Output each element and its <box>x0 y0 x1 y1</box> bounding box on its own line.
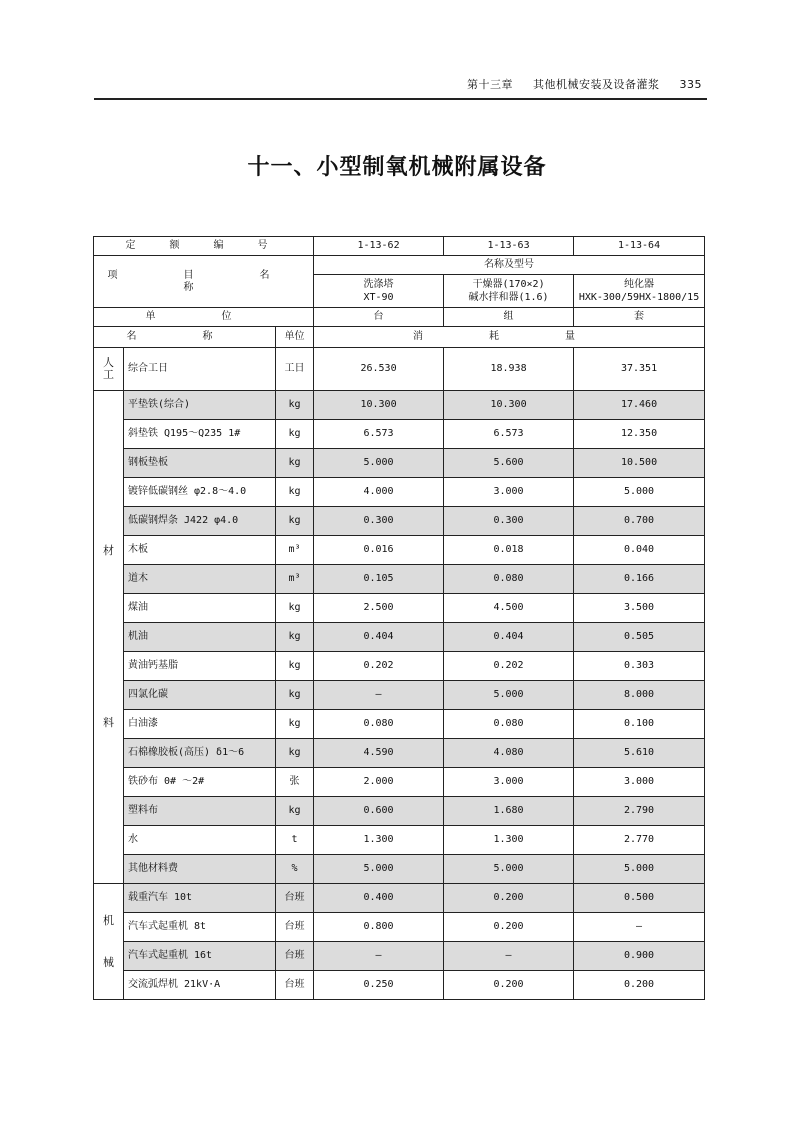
resource-unit: % <box>276 855 314 884</box>
category-char: 人 <box>103 356 114 369</box>
resource-name: 白油漆 <box>124 710 276 739</box>
header-rule <box>94 98 707 100</box>
table-row <box>94 797 705 826</box>
table-row <box>94 565 705 594</box>
consumption-value: 0.080 <box>444 565 574 594</box>
resource-unit: 台班 <box>276 942 314 971</box>
consumption-value: 0.200 <box>574 971 705 1000</box>
consumption-value: 0.200 <box>444 884 574 913</box>
resource-unit: 台班 <box>276 884 314 913</box>
header-row-code <box>94 237 705 256</box>
unit-cell: 台 <box>314 308 444 327</box>
resource-name: 其他材料费 <box>124 855 276 884</box>
consumption-value: 0.200 <box>444 913 574 942</box>
resource-name: 交流弧焊机 21kV·A <box>124 971 276 1000</box>
page-title: 十一、小型制氧机械附属设备 <box>247 155 547 180</box>
resource-unit: kg <box>276 681 314 710</box>
consumption-value: 5.000 <box>444 855 574 884</box>
consumption-value: 0.100 <box>574 710 705 739</box>
resource-unit: kg <box>276 739 314 768</box>
table-row <box>94 971 705 1000</box>
resource-unit: 台班 <box>276 913 314 942</box>
table-row <box>94 652 705 681</box>
consumption-value: 0.300 <box>314 507 444 536</box>
consumption-value: 0.300 <box>444 507 574 536</box>
consumption-value: 0.040 <box>574 536 705 565</box>
resource-name: 低碳钢焊条 J422 φ4.0 <box>124 507 276 536</box>
consumption-value: 0.018 <box>444 536 574 565</box>
consumption-value: 6.573 <box>314 420 444 449</box>
consumption-value: 17.460 <box>574 391 705 420</box>
col-name-label: 名 称 <box>94 327 276 348</box>
resource-unit: 工日 <box>276 348 314 391</box>
consumption-value: 6.573 <box>444 420 574 449</box>
table-row <box>94 855 705 884</box>
consumption-value: 4.500 <box>444 594 574 623</box>
consumption-value: 0.404 <box>444 623 574 652</box>
resource-unit: kg <box>276 507 314 536</box>
consumption-value: 0.400 <box>314 884 444 913</box>
resource-unit: m³ <box>276 536 314 565</box>
consumption-value: 18.938 <box>444 348 574 391</box>
table-row <box>94 507 705 536</box>
code-cell: 1-13-62 <box>314 237 444 256</box>
model-cell <box>444 275 574 308</box>
table-row <box>94 739 705 768</box>
consumption-value: 5.000 <box>444 681 574 710</box>
resource-unit: kg <box>276 420 314 449</box>
resource-unit: kg <box>276 623 314 652</box>
consumption-value: — <box>444 942 574 971</box>
resource-name: 铁砂布 0# ～2# <box>124 768 276 797</box>
consumption-value: 2.770 <box>574 826 705 855</box>
table-row <box>94 623 705 652</box>
name-model-label: 名称及型号 <box>314 256 705 275</box>
consumption-value: 0.202 <box>444 652 574 681</box>
resource-unit: kg <box>276 594 314 623</box>
model-name: 纯化器 <box>624 279 655 290</box>
code-label: 定 额 编 号 <box>94 237 314 256</box>
resource-unit: t <box>276 826 314 855</box>
resource-unit: kg <box>276 478 314 507</box>
consumption-value: 0.303 <box>574 652 705 681</box>
resource-name: 平垫铁(综合) <box>124 391 276 420</box>
table-row <box>94 681 705 710</box>
category-char: 工 <box>103 368 114 381</box>
model-spec: XT-90 <box>363 292 394 303</box>
unit-cell: 套 <box>574 308 705 327</box>
resource-unit: kg <box>276 710 314 739</box>
consumption-value: 12.350 <box>574 420 705 449</box>
page-number: 335 <box>679 78 702 91</box>
consumption-value: 0.600 <box>314 797 444 826</box>
resource-name: 汽车式起重机 8t <box>124 913 276 942</box>
table-row <box>94 348 705 391</box>
section-label: 其他机械安装及设备灌浆 <box>533 78 660 91</box>
consumption-value: 0.080 <box>314 710 444 739</box>
resource-name: 水 <box>124 826 276 855</box>
consumption-value: 3.000 <box>444 768 574 797</box>
consumption-value: 0.404 <box>314 623 444 652</box>
materials-category-cell <box>94 391 124 884</box>
consumption-value: 0.016 <box>314 536 444 565</box>
resource-unit: kg <box>276 449 314 478</box>
consumption-value: 4.000 <box>314 478 444 507</box>
consumption-value: 1.300 <box>444 826 574 855</box>
consumption-value: 0.166 <box>574 565 705 594</box>
consumption-value: 0.700 <box>574 507 705 536</box>
running-header <box>451 76 702 92</box>
consumption-value: — <box>314 942 444 971</box>
resource-name: 石棉橡胶板(高压) δ1～6 <box>124 739 276 768</box>
resource-name: 镀锌低碳钢丝 φ2.8～4.0 <box>124 478 276 507</box>
consumption-value: 8.000 <box>574 681 705 710</box>
header-row-columns <box>94 327 705 348</box>
resource-name: 塑料布 <box>124 797 276 826</box>
header-row-unit <box>94 308 705 327</box>
header-row-name <box>94 256 705 275</box>
resource-name: 机油 <box>124 623 276 652</box>
consumption-value: 5.000 <box>574 855 705 884</box>
table-row <box>94 536 705 565</box>
consumption-value: 3.000 <box>574 768 705 797</box>
consumption-value: 0.250 <box>314 971 444 1000</box>
resource-unit: m³ <box>276 565 314 594</box>
consumption-value: — <box>314 681 444 710</box>
consumption-value: 0.500 <box>574 884 705 913</box>
model-spec: 碱水拌和器(1.6) <box>468 292 549 303</box>
model-name: 洗涤塔 <box>363 279 394 290</box>
category-char: 料 <box>103 716 114 729</box>
consumption-value: 5.000 <box>574 478 705 507</box>
resource-name: 木板 <box>124 536 276 565</box>
unit-label: 单 位 <box>94 308 314 327</box>
consumption-value: 5.610 <box>574 739 705 768</box>
table-row <box>94 884 705 913</box>
category-char: 材 <box>103 544 114 557</box>
consumption-value: — <box>574 913 705 942</box>
resource-name: 综合工日 <box>124 348 276 391</box>
consumption-value: 3.000 <box>444 478 574 507</box>
consumption-value: 1.300 <box>314 826 444 855</box>
resource-name: 煤油 <box>124 594 276 623</box>
item-label: 项 目 名 称 <box>94 256 314 308</box>
consumption-value: 37.351 <box>574 348 705 391</box>
consumption-value: 2.500 <box>314 594 444 623</box>
labor-category-cell <box>94 348 124 391</box>
resource-name: 斜垫铁 Q195～Q235 1# <box>124 420 276 449</box>
resource-unit: 台班 <box>276 971 314 1000</box>
table-row <box>94 420 705 449</box>
table-row <box>94 391 705 420</box>
machinery-category-cell <box>94 884 124 1000</box>
consumption-value: 3.500 <box>574 594 705 623</box>
consumption-value: 10.300 <box>444 391 574 420</box>
resource-unit: kg <box>276 391 314 420</box>
model-name: 干燥器(170×2) <box>472 279 545 290</box>
consumption-value: 2.000 <box>314 768 444 797</box>
model-cell <box>574 275 705 308</box>
table-row <box>94 710 705 739</box>
chapter-label: 第十三章 <box>467 78 513 91</box>
table-row <box>94 826 705 855</box>
consumption-value: 0.200 <box>444 971 574 1000</box>
consumption-value: 0.900 <box>574 942 705 971</box>
consumption-value: 0.800 <box>314 913 444 942</box>
table-row <box>94 913 705 942</box>
model-spec: HXK-300/59HX-1800/15 <box>578 292 700 303</box>
table-row <box>94 768 705 797</box>
col-unit-label: 单位 <box>276 327 314 348</box>
table-row <box>94 478 705 507</box>
consumption-value: 0.202 <box>314 652 444 681</box>
resource-unit: kg <box>276 797 314 826</box>
resource-name: 载重汽车 10t <box>124 884 276 913</box>
consumption-value: 5.000 <box>314 855 444 884</box>
consumption-value: 10.300 <box>314 391 444 420</box>
resource-name: 钢板垫板 <box>124 449 276 478</box>
consumption-value: 0.105 <box>314 565 444 594</box>
consumption-value: 26.530 <box>314 348 444 391</box>
resource-unit: kg <box>276 652 314 681</box>
consumption-value: 0.080 <box>444 710 574 739</box>
code-cell: 1-13-64 <box>574 237 705 256</box>
consumption-value: 0.505 <box>574 623 705 652</box>
code-cell: 1-13-63 <box>444 237 574 256</box>
resource-name: 道木 <box>124 565 276 594</box>
table-row <box>94 449 705 478</box>
unit-cell: 组 <box>444 308 574 327</box>
consumption-value: 10.500 <box>574 449 705 478</box>
resource-name: 汽车式起重机 16t <box>124 942 276 971</box>
consumption-value: 4.080 <box>444 739 574 768</box>
quota-table <box>93 236 705 1000</box>
resource-name: 四氯化碳 <box>124 681 276 710</box>
consumption-value: 5.600 <box>444 449 574 478</box>
consumption-value: 5.000 <box>314 449 444 478</box>
resource-name: 黄油钙基脂 <box>124 652 276 681</box>
consumption-value: 1.680 <box>444 797 574 826</box>
table-row <box>94 594 705 623</box>
consumption-value: 4.590 <box>314 739 444 768</box>
table-row <box>94 942 705 971</box>
category-char: 械 <box>103 955 114 969</box>
category-char: 机 <box>103 913 114 927</box>
consumption-value: 2.790 <box>574 797 705 826</box>
col-consumption-label: 消 耗 量 <box>314 327 705 348</box>
resource-unit: 张 <box>276 768 314 797</box>
model-cell <box>314 275 444 308</box>
